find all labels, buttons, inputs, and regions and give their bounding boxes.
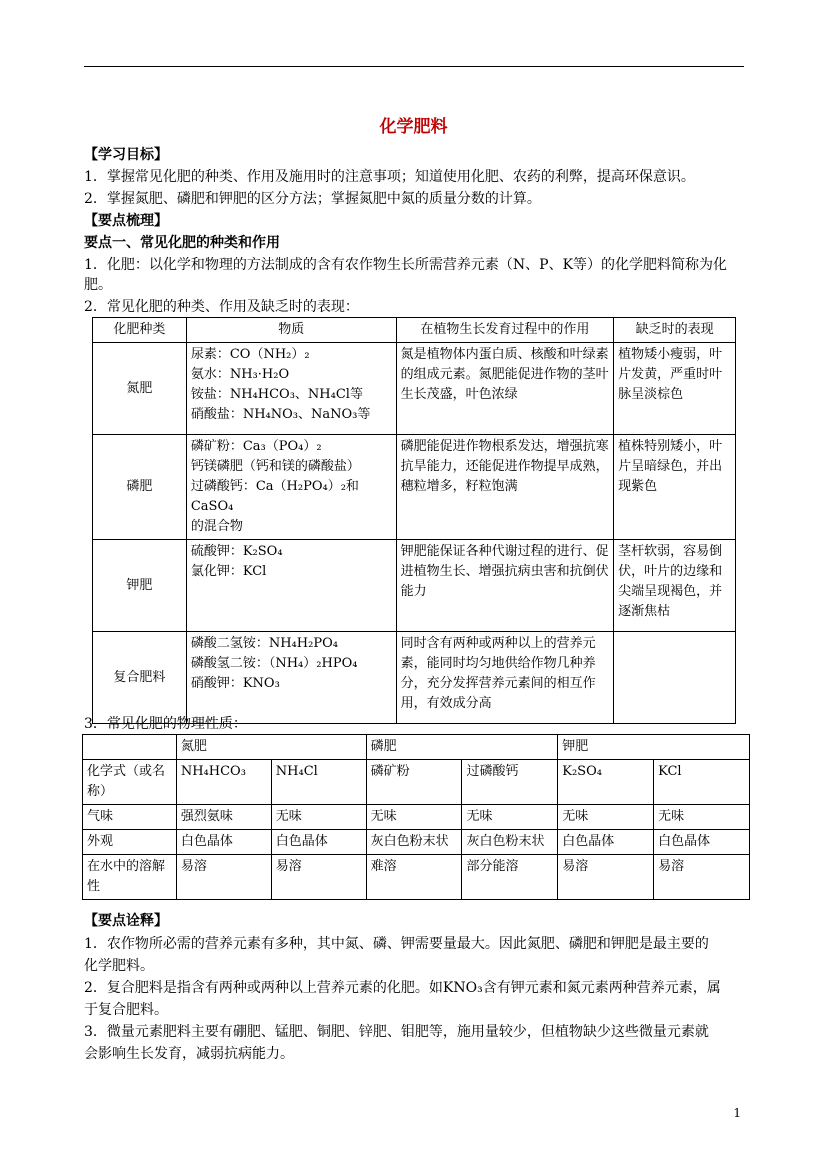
page-title: 化学肥料: [379, 117, 448, 137]
note-2-cont: 于复合肥料。: [84, 1002, 168, 1018]
substance-line: 的混合物: [190, 519, 243, 534]
table-cell: NH₄Cl: [271, 760, 366, 805]
row-label: 外观: [83, 830, 177, 855]
paragraph-fertilizer-def: 1．化肥：以化学和物理的方法制成的含有农作物生长所需营养元素（N、P、K等）的化学肥料简称为化: [84, 257, 728, 273]
fertilizer-types-table: [92, 317, 736, 724]
deficiency-cell: 茎杆软弱，容易倒伏，叶片的边缘和尖端呈现褐色，并逐渐焦枯: [614, 540, 736, 632]
table-row: [83, 830, 750, 855]
substance-line: 硝酸盐：NH₄NO₃、NaNO₃等: [190, 407, 371, 422]
table-header-row: [93, 318, 736, 343]
fertilizer-type-cell: 复合肥料: [93, 632, 187, 724]
substance-cell: [186, 540, 396, 632]
substance-line: 尿素：CO（NH₂）₂: [190, 347, 310, 362]
table-cell: 无味: [462, 805, 558, 830]
table-cell: 易溶: [558, 855, 654, 900]
substance-cell: [186, 435, 396, 540]
paragraph-table1-intro: 2．常见化肥的种类、作用及缺乏时的表现：: [84, 299, 359, 315]
section-heading-outline: 【要点梳理】: [84, 213, 168, 229]
table-cell: 部分能溶: [462, 855, 558, 900]
group-header-row: [83, 735, 750, 760]
header-rule: [84, 66, 744, 67]
deficiency-cell: 植物矮小瘦弱，叶片发黄，严重时叶脉呈淡棕色: [614, 343, 736, 435]
column-header: 化肥种类: [93, 318, 187, 343]
table-row: [83, 760, 750, 805]
table-row: [83, 855, 750, 900]
table-cell: 强烈氨味: [176, 805, 271, 830]
table-cell: 易溶: [654, 855, 750, 900]
substance-line: 磷酸氢二铵：（NH₄）₂HPO₄: [190, 656, 358, 671]
table-cell: 过磷酸钙: [462, 760, 558, 805]
substance-cell: [186, 632, 396, 724]
substance-line: 硝酸钾：KNO₃: [190, 676, 280, 691]
table-cell: 白色晶体: [176, 830, 271, 855]
deficiency-cell: 植株特别矮小，叶片呈暗绿色，并出现紫色: [614, 435, 736, 540]
table-cell: 白色晶体: [654, 830, 750, 855]
substance-line: 氯化钾：KCl: [190, 564, 267, 579]
row-label: 在水中的溶解性: [83, 855, 177, 900]
section-heading-goals: 【学习目标】: [84, 147, 168, 163]
substance-line: 过磷酸钙：Ca（H₂PO₄）₂和CaSO₄: [190, 479, 359, 514]
table-cell: 磷矿粉: [366, 760, 462, 805]
group-header: 磷肥: [366, 735, 558, 760]
group-header: 钾肥: [558, 735, 750, 760]
column-header: 缺乏时的表现: [614, 318, 736, 343]
paragraph-fertilizer-def-cont: 肥。: [84, 277, 112, 293]
group-header: 氮肥: [176, 735, 366, 760]
fertilizer-type-cell: 氮肥: [93, 343, 187, 435]
substance-line: 磷酸二氢铵：NH₄H₂PO₄: [190, 636, 338, 651]
substance-line: 磷矿粉：Ca₃（PO₄）₂: [190, 439, 322, 454]
paragraph-table2-intro: 3．常见化肥的物理性质：: [84, 716, 247, 732]
fertilizer-type-cell: 钾肥: [93, 540, 187, 632]
deficiency-cell: [614, 632, 736, 724]
note-1: 1．农作物所必需的营养元素有多种，其中氮、磷、钾需要量最大。因此氮肥、磷肥和钾肥是最主要的: [84, 936, 709, 952]
substance-line: 钙镁磷肥（钙和镁的磷酸盐）: [190, 459, 360, 474]
role-cell: 钾肥能保证各种代谢过程的进行、促进植物生长、增强抗病虫害和抗倒伏能力: [396, 540, 614, 632]
note-3-cont: 会影响生长发育，减弱抗病能力。: [84, 1046, 294, 1062]
column-header: 在植物生长发育过程中的作用: [396, 318, 614, 343]
role-cell: 磷肥能促进作物根系发达，增强抗寒抗旱能力，还能促进作物提早成熟，穗粒增多，籽粒饱满: [396, 435, 614, 540]
table-cell: 难溶: [366, 855, 462, 900]
goal-item-2: 2．掌握氮肥、磷肥和钾肥的区分方法；掌握氮肥中氮的质量分数的计算。: [84, 191, 541, 207]
page-number: 1: [733, 1106, 741, 1120]
note-2: 2．复合肥料是指含有两种或两种以上营养元素的化肥。如KNO₃含有钾元素和氮元素两种营养元素，属: [84, 980, 721, 996]
role-cell: 同时含有两种或两种以上的营养元素，能同时均匀地供给作物几种养分，充分发挥营养元素间的相互作用，有效成分高: [396, 632, 614, 724]
goal-item-1: 1．掌握常见化肥的种类、作用及施用时的注意事项；知道使用化肥、农药的利弊，提高环保意识。: [84, 169, 695, 185]
substance-line: 氨水：NH₃·H₂O: [190, 367, 290, 382]
table-cell: NH₄HCO₃: [176, 760, 271, 805]
table-cell: KCl: [654, 760, 750, 805]
substance-line: 硫酸钾：K₂SO₄: [190, 544, 283, 559]
empty-corner-cell: [83, 735, 177, 760]
note-1-cont: 化学肥料。: [84, 958, 154, 974]
table-row: [93, 632, 736, 724]
table-cell: 灰白色粉末状: [366, 830, 462, 855]
table-row: [93, 540, 736, 632]
row-label: 气味: [83, 805, 177, 830]
role-cell: 氮是植物体内蛋白质、核酸和叶绿素的组成元素。氮肥能促进作物的茎叶生长茂盛，叶色浓绿: [396, 343, 614, 435]
fertilizer-type-cell: 磷肥: [93, 435, 187, 540]
table-row: [93, 343, 736, 435]
row-label: 化学式（或名称）: [83, 760, 177, 805]
section-heading-notes: 【要点诠释】: [84, 913, 168, 929]
substance-line: 铵盐：NH₄HCO₃、NH₄Cl等: [190, 387, 363, 402]
table-cell: 易溶: [176, 855, 271, 900]
table-cell: 无味: [366, 805, 462, 830]
subsection-heading: 要点一、常见化肥的种类和作用: [84, 235, 280, 251]
table-cell: K₂SO₄: [558, 760, 654, 805]
table-cell: 无味: [654, 805, 750, 830]
table-cell: 白色晶体: [271, 830, 366, 855]
column-header: 物质: [186, 318, 396, 343]
substance-cell: [186, 343, 396, 435]
table-cell: 无味: [271, 805, 366, 830]
physical-properties-table: [82, 734, 750, 900]
note-3: 3．微量元素肥料主要有硼肥、锰肥、铜肥、锌肥、钼肥等，施用量较少，但植物缺少这些微量元素就: [84, 1024, 709, 1040]
table-row: [93, 435, 736, 540]
table-cell: 易溶: [271, 855, 366, 900]
table-cell: 无味: [558, 805, 654, 830]
table-cell: 灰白色粉末状: [462, 830, 558, 855]
table-cell: 白色晶体: [558, 830, 654, 855]
table-row: [83, 805, 750, 830]
